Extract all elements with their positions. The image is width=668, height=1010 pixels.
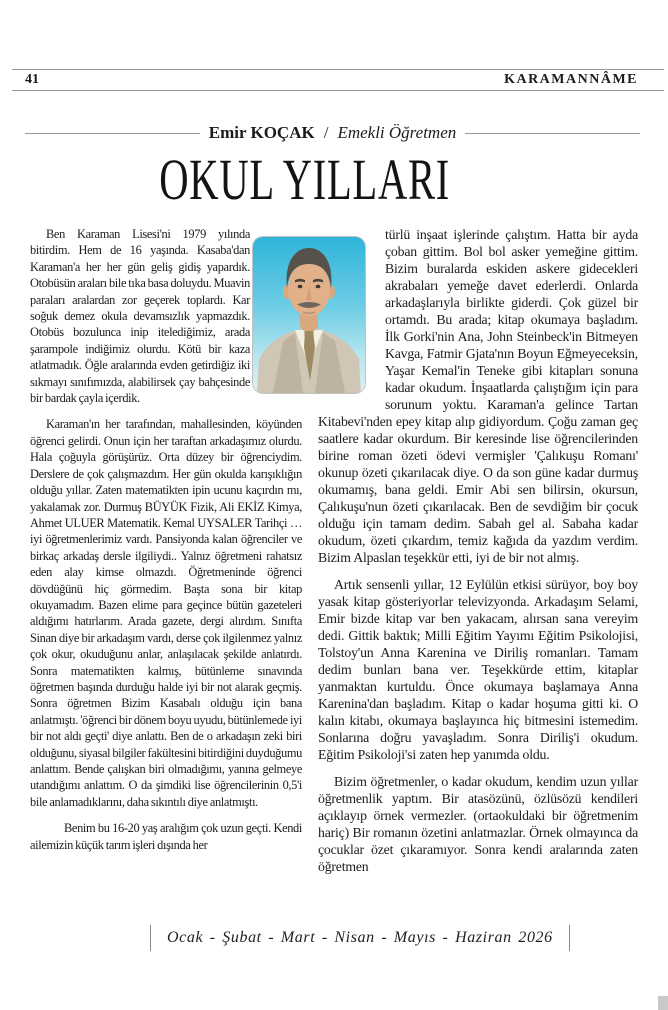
byline-rule-left	[25, 133, 200, 134]
byline	[25, 124, 640, 142]
paragraph: Artık sensenli yıllar, 12 Eylülün etkisi sürüyor, boy boy yasak kitap gösteriyorlar televizyonda. Arkadaşım Selami, Emir bizde kitap var ben yakacam, alırsan sana vereyim dedi. Gittik baktık; Milli Eğitim Yayımı Eğitim Psikolojisi, Tolstoy'un Anna Karenina ve Diriliş romanları. Tamam dedim bunları bana ver. Teşekkürde ettim, kitaplar yanmaktan kurtuldu. Önce okumaya başlamaya Anna Karenina'dan başladım. Kitap o kadar hoşuma gitti ki. O kalın kitabı, okumaya başlayınca hiç bitmesini istemedim. Sonlarına doğru yavaşladım. Sonra Diriliş'i okudum. Eğitim Psikoloji'si zaten hep yanımda oldu.	[318, 577, 638, 762]
paragraph: türlü inşaat işlerinde çalıştım. Hatta bir ayda çoban gittim. Bol bol asker yemeğine gittim. Bizim buralarda eskiden askere gidecekleri akrabaları yemeğe davet ederlerdi. Onlarda arkadaşlarıyla birlikte giderdi. Çok güzel bir ortamdı. Bu arada; kitap okumaya başladım. İlk Gorki'nin Ana, John Steinbeck'in Bitmeyen Kavga, Fatmir Gjata'nın Boyun Eğmeyeceksin, Yaşar Kemal'in Teneke gibi kitapları sonuna kadar okudum. İnşaatlarda çalıştığım için para sorunum yoktu. Karaman'a gelince Tartan Kitabevi'nden epey kitap alıp gidiyordum. Çoğu zaman geç saatlere kadar okurdum. Bir keresinde lise öğrencilerinden birine roman özeti ödevi vermişler 'Çalıkuşu Romanı' okunup özeti çıkarılacak diye. O da son güne kadar durmuş okumamış, bana geldi. Emir Abi sen bilirsin, okursun, Çalıkuşu'nun özeti çıkarılacak. Ben de sevdiğim bir çocuk olduğu için tamam dedim. Sabah gel al. Sabaha kadar okudum, özeti çıkardım, temiz kağıda da yazdım verdim. Bizim Alpaslan teşekkür etti, iyi de bir not almış.	[318, 227, 638, 565]
article-title-wrap	[0, 147, 668, 212]
paragraph: Ben Karaman Lisesi'ni 1979 yılında bitirdim. Hem de 16 yaşında. Kasaba'dan Karaman'a her her gün geliş gidiş yapardık. Otobüsün araları bile tıka basa doluydu. Muavin paraları aralardan zor geçerek toplardı. Kar soğuk demez okula devamsızlık yapmazdık. Otobüs bozulunca inip itelediğimiz, arada şarampole indiğimiz olurdu. Kötü bir kaza atlatmadık. Öğle aralarında evden getirdiğiz iki sıkmayı sınıfımızda, alabilirsek çay bahçesinde bir bardak çayla içerdik.	[30, 227, 250, 406]
issue-footer	[150, 924, 570, 952]
footer-bar-right	[569, 925, 570, 951]
byline-rule-right	[465, 133, 640, 134]
paragraph: Karaman'ın her tarafından, mahallesinden, köyünden öğrenci gelirdi. Onun için her taraftan arkadaşımız olurdu. Hala çoğuyla görüşürüz. Orta düzey bir öğrenciydim. Derslere de çok çalışmazdım. Her gün okulda karışıklığın olduğu yıllar. Zaten matematikten ipin ucunu kaçırdın mı, yakalamak zor. Durmuş BÜYÜK Fizik, Ali EKİZ Kimya, Ahmet ULUER Matematik. Kemal UYSALER Tarihçi … iyi öğretmenlerimiz vardı. Pansiyonda kalan öğrenciler ve birkaç arkadaş dersle ilgiliydi.. Yalnız öğretmeni rahatsız eden alay kimse olmazdı. Öğretmeninde öğrenci dövdüğünü hiç görmedim. Başta sona bir kitap okuyamadım. Bazen elime para geçince bütün gazeteleri aldığımı hatırlarım. Arada gazete, dergi alırdım. Sınıfta Sinan diye bir arkadaşım vardı, derse çok ilgilenmez yalnız çok okur, okuduğunu anlar, anlaşılacak şekilde anlatırdı. Sonra matematikten kalmış, bütünleme sınavında öğretmen başında durduğu halde iyi bir not alarak geçmiş. Sonra öğretmen Bizim Kasabalı olduğu için bana anlatmıştı. 'öğrenci bir dönem boyu uyudu, bütünlemede iyi bir not aldı geçti' diye anlattı. Ben de o arkadaşın zeki biri olduğunu, siyasal bilgiler fakültesini bitirdiğini duyduğumu anlattım. Bende çalışkan biri olmadığımı, yanına gelmeye utandığımı anlattım. O da şimdiki lise öğrencilerinin 0,5'i bile anlamadıklarını, daha sıkıntılı diye anlatmıştı.	[30, 417, 302, 809]
byline-separator: /	[323, 123, 329, 142]
running-head	[12, 69, 664, 91]
paragraph: Benim bu 16-20 yaş aralığım çok uzun geçti. Kendi ailemizin küçük tarım işleri dışında her	[30, 821, 302, 852]
photo-wrap-spacer-right	[318, 226, 385, 411]
article-title: OKUL YILLARI	[159, 147, 451, 212]
issue-months: Ocak - Şubat - Mart - Nisan - Mayıs - Haziran 2026	[167, 929, 553, 946]
text-column-right	[318, 226, 638, 885]
journal-title: KARAMANNÂME	[504, 72, 638, 87]
author-role: Emekli Öğretmen	[337, 123, 457, 142]
author-name: Emir KOÇAK	[208, 123, 315, 142]
photo-wrap-spacer-left	[250, 226, 302, 406]
paragraph: Bizim öğretmenler, o kadar okudum, kendim uzun yıllar öğretmenlik yaptım. Bir atasözünü, özlüsözü kendileri açıklayıp örnek vermezler. (ortaokuldaki bir öğretmenim hariç) Bir romanın özetini anlatmazlar. Örnek olmayınca da çocuklar özet çıkaramıyor. Sonra kendi aralarında zaten öğretmen	[318, 774, 638, 874]
text-column-left	[30, 226, 302, 863]
page-number: 41	[25, 72, 39, 87]
page-corner-mark	[658, 996, 668, 1010]
